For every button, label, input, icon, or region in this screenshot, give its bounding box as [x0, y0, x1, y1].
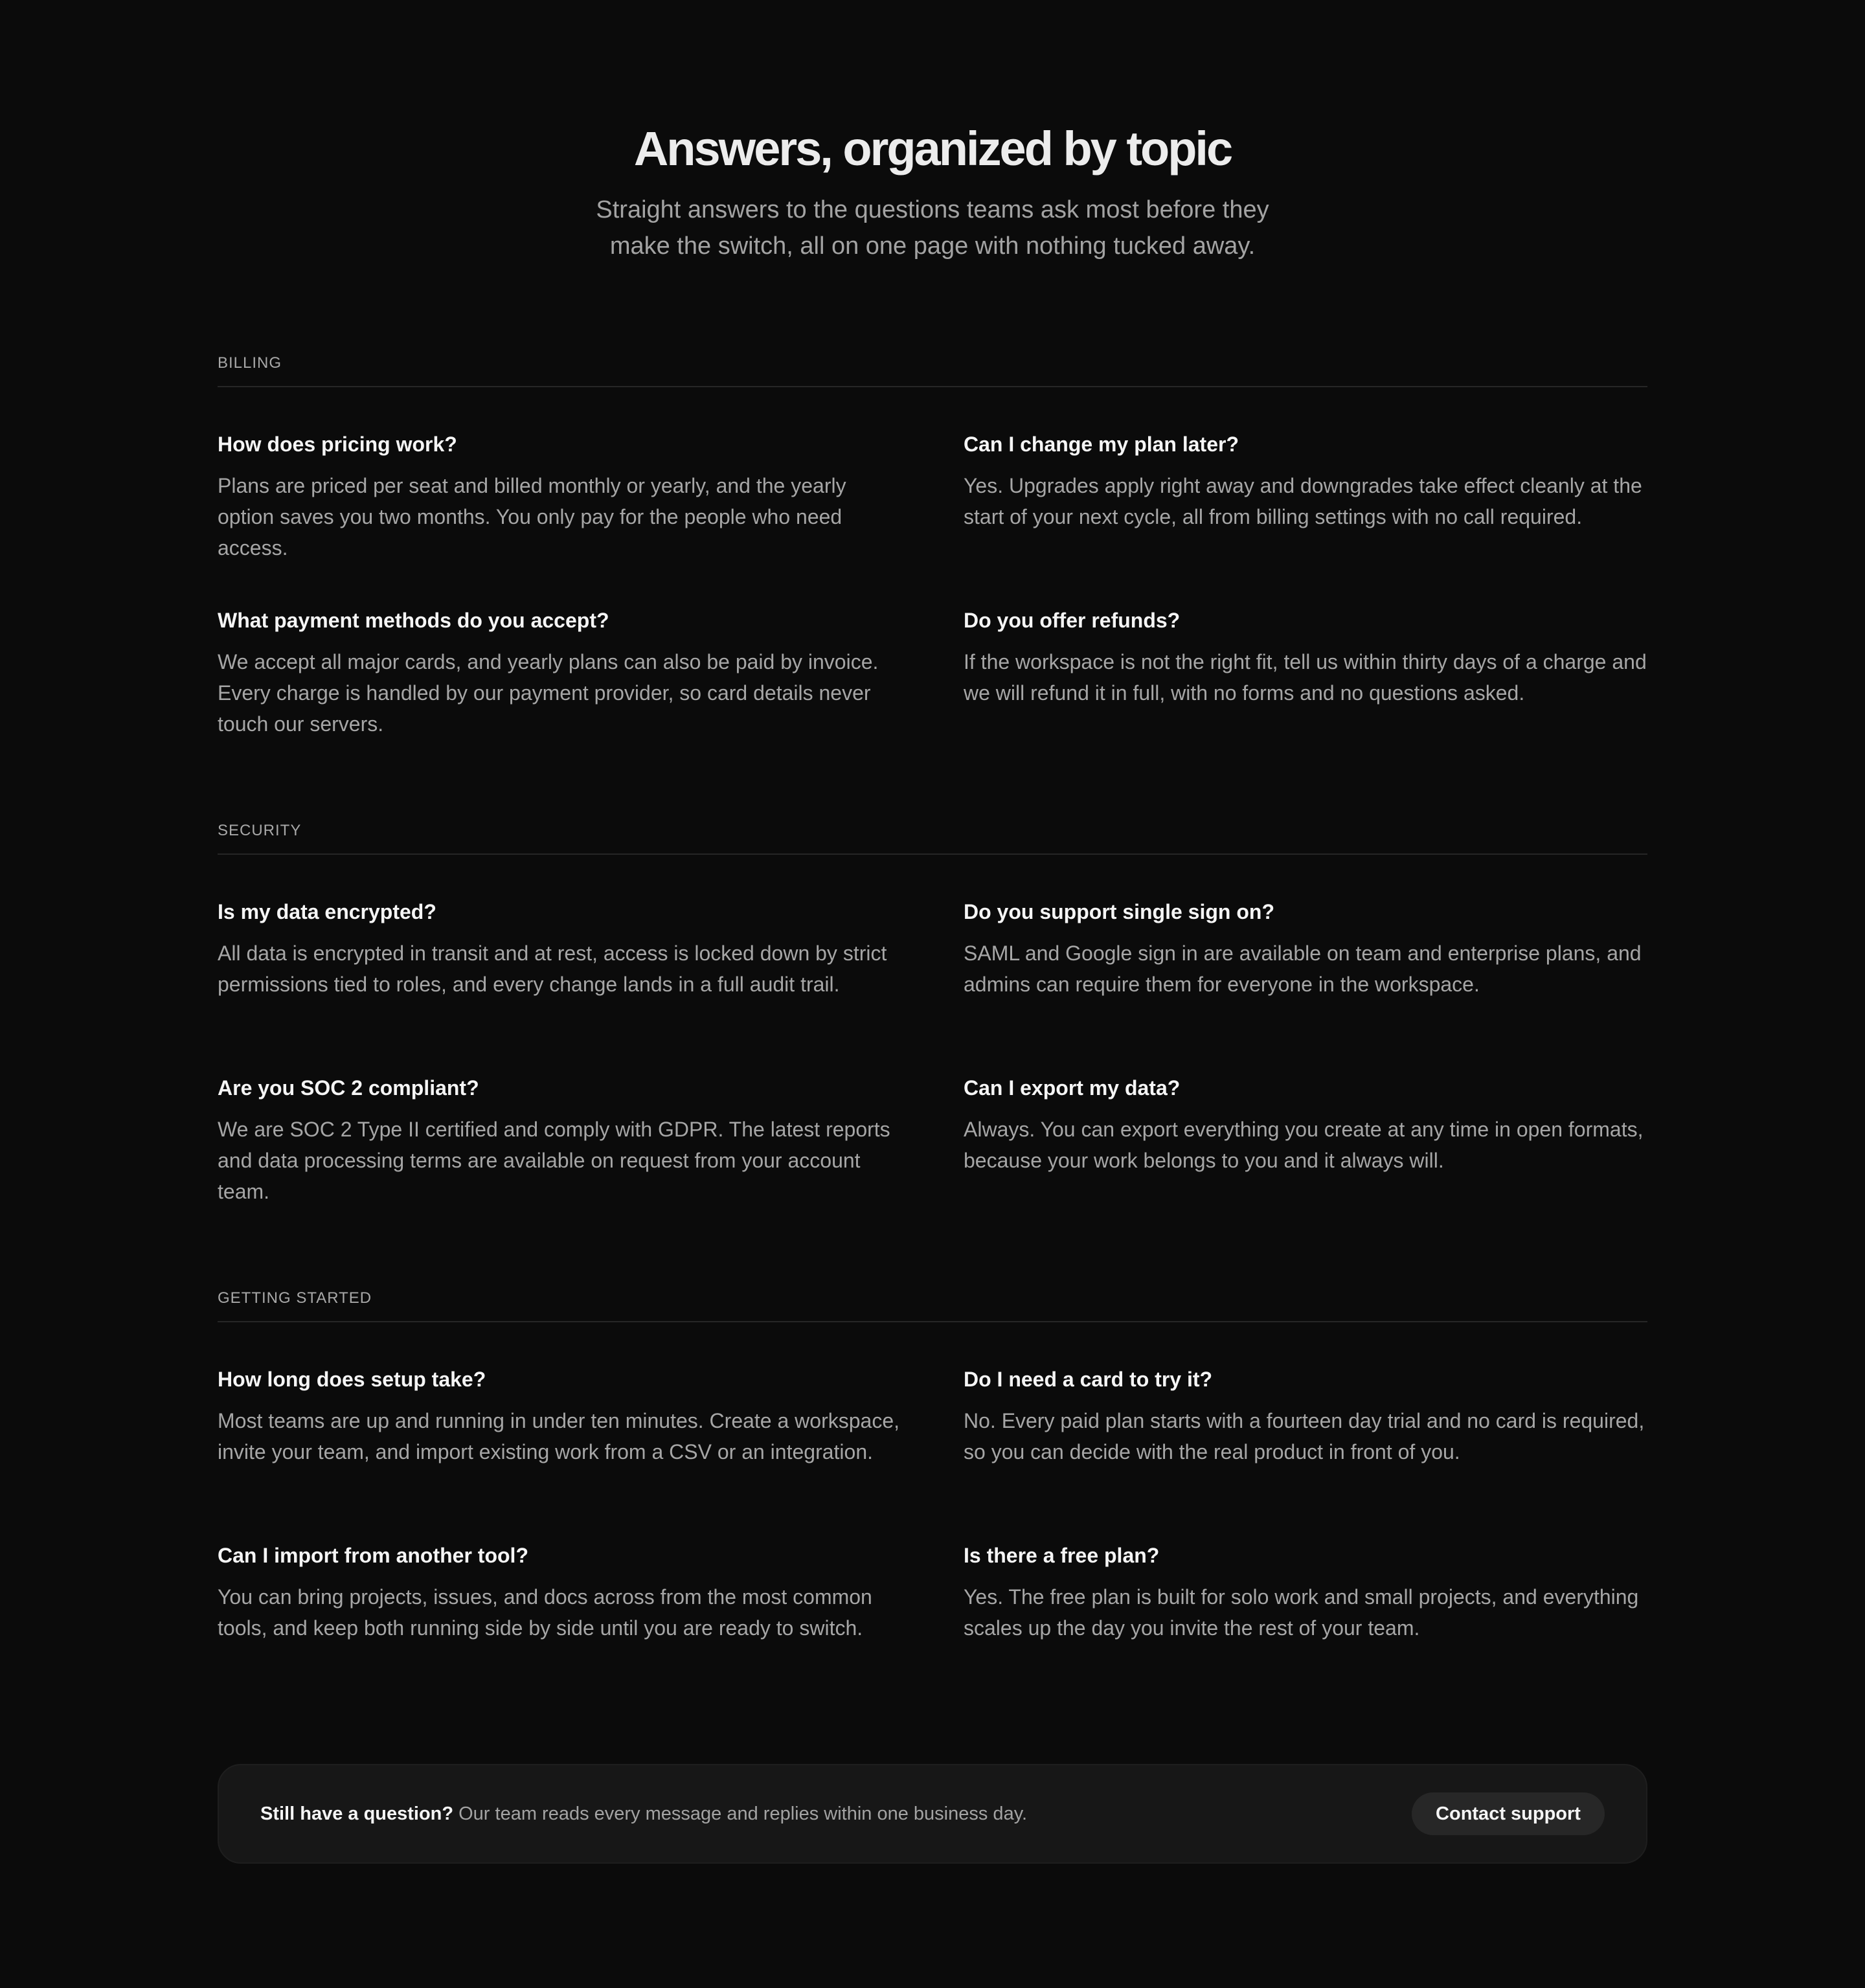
faq-question: Do you offer refunds? — [964, 609, 1181, 632]
hero — [0, 117, 1865, 264]
faq-item — [218, 430, 907, 563]
cta-description: Our team reads every message and replies within one business day. — [458, 1803, 1028, 1824]
contact-support-button[interactable]: Contact support — [1412, 1792, 1605, 1835]
faq-item — [218, 1541, 907, 1643]
faq-answer: You can bring projects, issues, and docs across from the most common tools, and keep both running side by side until you are ready to switch. — [218, 1585, 872, 1640]
cta-headline: Still have a question? — [260, 1803, 454, 1824]
faq-question: Are you SOC 2 compliant? — [218, 1076, 479, 1100]
faq-item — [218, 1074, 907, 1207]
faq-answer: We accept all major cards, and yearly plans can also be paid by invoice. Every charge is handled by our payment provider, so card details never touch our servers. — [218, 650, 879, 736]
section-label: BILLING — [218, 354, 282, 372]
page-subtitle: Straight answers to the questions teams ask most before they make the switch, all on one page with nothing tucked away. — [596, 196, 1269, 260]
support-cta-banner — [218, 1764, 1647, 1864]
faq-question: Can I export my data? — [964, 1076, 1181, 1100]
faq-answer: If the workspace is not the right fit, tell us within thirty days of a charge and we will refund it in full, with no forms and no questions asked. — [964, 650, 1647, 705]
faq-item — [964, 898, 1653, 1000]
faq-section-security — [218, 821, 1647, 1217]
faq-answer: SAML and Google sign in are available on team and enterprise plans, and admins can require them for everyone in the workspace. — [964, 942, 1642, 996]
faq-question: Can I import from another tool? — [218, 1544, 528, 1567]
faq-item — [218, 606, 907, 740]
faq-answer: We are SOC 2 Type II certified and comply with GDPR. The latest reports and data processing terms are available on request from your account team. — [218, 1118, 890, 1203]
faq-section-billing — [218, 354, 1647, 750]
faq-question: Do you support single sign on? — [964, 900, 1274, 923]
faq-answer: Yes. Upgrades apply right away and downgrades take effect cleanly at the start of your next cycle, all from billing settings with no call required. — [964, 474, 1642, 528]
faq-question: How long does setup take? — [218, 1368, 486, 1391]
faq-question: What payment methods do you accept? — [218, 609, 609, 632]
faq-item — [964, 1365, 1653, 1467]
faq-item — [964, 430, 1653, 532]
faq-grid — [218, 387, 1647, 750]
faq-section-getting-started — [218, 1289, 1647, 1685]
faq-question: Is there a free plan? — [964, 1544, 1160, 1567]
section-label: GETTING STARTED — [218, 1289, 372, 1307]
faq-item — [218, 1365, 907, 1467]
faq-question: Do I need a card to try it? — [964, 1368, 1213, 1391]
faq-grid — [218, 1322, 1647, 1685]
faq-grid — [218, 855, 1647, 1217]
faq-answer: All data is encrypted in transit and at rest, access is locked down by strict permissions tied to roles, and every change lands in a full audit trail. — [218, 942, 887, 996]
faq-item — [218, 898, 907, 1000]
faq-item — [964, 1541, 1653, 1643]
faq-item — [964, 606, 1653, 708]
faq-question: How does pricing work? — [218, 433, 457, 456]
faq-answer: Always. You can export everything you create at any time in open formats, because your work belongs to you and it always will. — [964, 1118, 1644, 1172]
faq-answer: Most teams are up and running in under ten minutes. Create a workspace, invite your team, and import existing work from a CSV or an integration. — [218, 1409, 900, 1463]
cta-message — [260, 1765, 1027, 1862]
page-title: Answers, organized by topic — [633, 122, 1232, 175]
faq-answer: Yes. The free plan is built for solo work and small projects, and everything scales up the day you invite the rest of your team. — [964, 1585, 1639, 1640]
faq-answer: Plans are priced per seat and billed monthly or yearly, and the yearly option saves you two months. You only pay for the people who need access. — [218, 474, 846, 559]
section-label: SECURITY — [218, 822, 302, 839]
faq-question: Is my data encrypted? — [218, 900, 436, 923]
faq-item — [964, 1074, 1653, 1176]
faq-question: Can I change my plan later? — [964, 433, 1239, 456]
faq-answer: No. Every paid plan starts with a fourteen day trial and no card is required, so you can decide with the real product in front of you. — [964, 1409, 1645, 1463]
